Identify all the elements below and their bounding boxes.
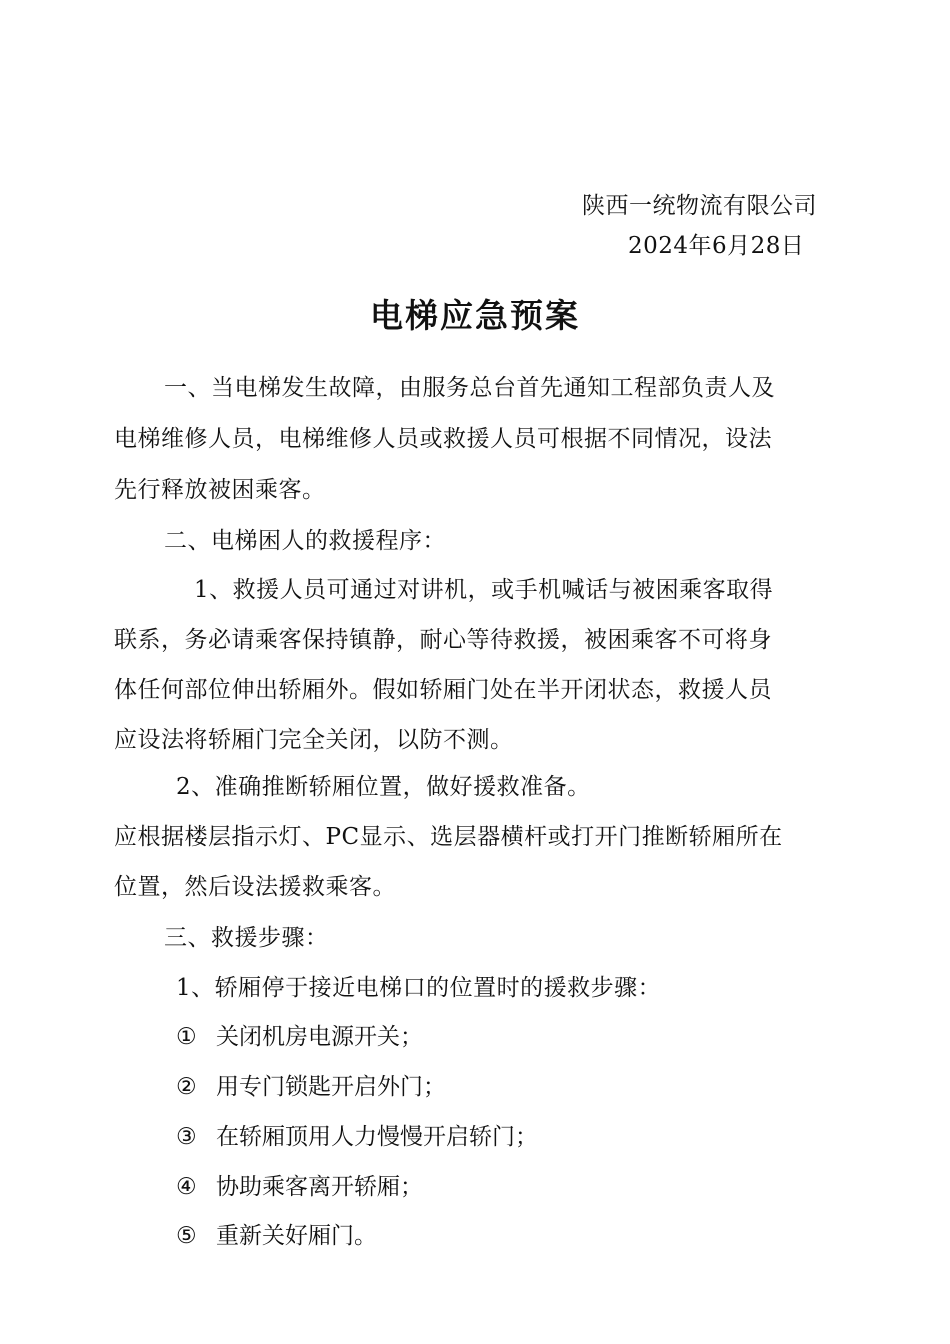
step-number: ③ [176,1124,197,1150]
paragraph-4: 2、准确推断轿厢位置，做好援救准备。 [176,774,591,800]
paragraph-1-line-1: 一、当电梯发生故障，由服务总台首先通知工程部负责人及 [164,375,775,401]
company-name: 陕西一统物流有限公司 [582,193,817,219]
step-number: ④ [176,1174,197,1200]
paragraph-1-line-2: 电梯维修人员，电梯维修人员或救援人员可根据不同情况，设法 [114,426,772,452]
paragraph-3-line-4: 应设法将轿厢门完全关闭，以防不测。 [114,727,514,753]
paragraph-5-line-2: 位置，然后设法援救乘客。 [114,874,396,900]
step-number: ② [176,1074,197,1100]
step-item [176,1221,377,1251]
document-date: 2024年6月28日 [628,233,805,259]
step-text: 用专门锁匙开启外门； [216,1074,446,1100]
section-2-heading: 二、电梯困人的救援程序： [164,528,446,554]
step-item [176,1072,446,1102]
step-item [176,1022,423,1052]
step-number: ⑤ [176,1223,197,1249]
paragraph-7: 1、轿厢停于接近电梯口的位置时的援救步骤： [176,975,662,1001]
step-item [176,1122,538,1152]
section-3-heading: 三、救援步骤： [164,925,329,951]
paragraph-1-line-3: 先行释放被困乘客。 [114,477,326,503]
step-text: 在轿厢顶用人力慢慢开启轿门； [216,1124,538,1150]
step-text: 重新关好厢门。 [216,1223,377,1249]
step-text: 关闭机房电源开关； [216,1024,423,1050]
step-number: ① [176,1024,197,1050]
step-item [176,1172,423,1202]
paragraph-3-line-2: 联系，务必请乘客保持镇静，耐心等待救援，被困乘客不可将身 [114,627,772,653]
document-title: 电梯应急预案 [370,296,580,335]
paragraph-3-line-1: 1、救援人员可通过对讲机，或手机喊话与被困乘客取得 [194,577,774,603]
paragraph-3-line-3: 体任何部位伸出轿厢外。假如轿厢门处在半开闭状态，救援人员 [114,677,772,703]
step-text: 协助乘客离开轿厢； [216,1174,423,1200]
paragraph-5-line-1: 应根据楼层指示灯、PC显示、选层器横杆或打开门推断轿厢所在 [114,824,783,850]
